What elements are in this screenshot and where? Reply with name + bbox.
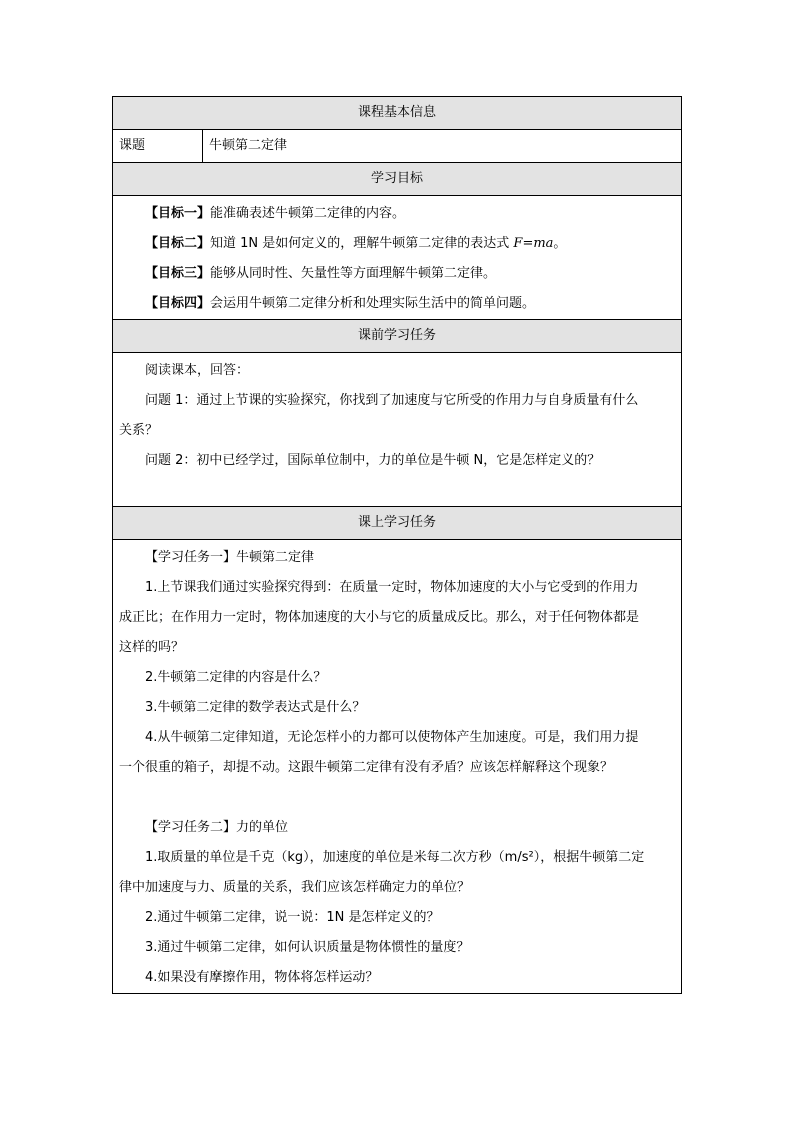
- task-1-title: 【学习任务一】牛顿第二定律: [145, 550, 315, 565]
- in-class-section: [113, 540, 681, 993]
- task-1-question-1-cont2: 这样的吗？: [119, 640, 185, 655]
- objective-text: 能够从同时性、矢量性等方面理解牛顿第二定律。: [210, 266, 497, 281]
- spacer: [119, 783, 675, 813]
- objective-tag: 【目标四】: [145, 296, 211, 311]
- objective-text: 知道 1N 是如何定义的，理解牛顿第二定律的表达式: [210, 236, 514, 251]
- task-2-question-1-cont: 律中加速度与力、质量的关系，我们应该怎样确定力的单位？: [119, 880, 471, 895]
- topic-label: 课题: [113, 130, 203, 162]
- objectives-section: [113, 196, 681, 320]
- task-1-question-1-cont: 成正比；在作用力一定时，物体加速度的大小与它的质量成反比。那么，对于任何物体都是: [119, 610, 640, 625]
- spacer: [119, 476, 675, 506]
- pre-class-intro: 阅读课本，回答：: [145, 363, 250, 378]
- task-2-question-4: 4.如果没有摩擦作用，物体将怎样运动？: [145, 970, 379, 985]
- task-2-question-3: 3.通过牛顿第二定律，如何认识质量是物体惯性的量度？: [145, 940, 470, 955]
- objective-text: 能准确表述牛顿第二定律的内容。: [210, 206, 406, 221]
- basic-info-header: 课程基本信息: [113, 97, 681, 130]
- task-1-question-1: 1.上节课我们通过实验探究得到：在质量一定时，物体加速度的大小与它受到的作用力: [145, 580, 639, 595]
- in-class-header: 课上学习任务: [113, 507, 681, 540]
- objective-text: 会运用牛顿第二定律分析和处理实际生活中的简单问题。: [210, 296, 536, 311]
- objective-text-end: 。: [553, 236, 567, 251]
- objective-4: [119, 289, 675, 319]
- topic-row: [113, 130, 681, 163]
- task-2-question-2: 2.通过牛顿第二定律，说一说：1N 是怎样定义的？: [145, 910, 440, 925]
- objective-3: [119, 259, 675, 289]
- pre-class-question-1: 问题 1：通过上节课的实验探究，你找到了加速度与它所受的作用力与自身质量有什么: [145, 393, 639, 408]
- task-1-question-4: 4.从牛顿第二定律知道，无论怎样小的力都可以使物体产生加速度。可是，我们用力提: [145, 730, 639, 745]
- topic-value: 牛顿第二定律: [209, 138, 288, 153]
- objective-tag: 【目标二】: [145, 236, 211, 251]
- objective-1: [119, 199, 675, 229]
- objective-tag: 【目标三】: [145, 266, 211, 281]
- objective-tag: 【目标一】: [145, 206, 211, 221]
- task-1-question-2: 2.牛顿第二定律的内容是什么？: [145, 670, 327, 685]
- pre-class-question-1-cont: 关系？: [119, 423, 159, 438]
- task-2-question-1: 1.取质量的单位是千克（kg），加速度的单位是米每二次方秒（m/s²），根据牛顿第二定: [145, 850, 645, 865]
- pre-class-section: [113, 353, 681, 507]
- pre-class-header: 课前学习任务: [113, 320, 681, 353]
- formula: F=ma: [513, 236, 554, 251]
- pre-class-question-2: 问题 2：初中已经学过，国际单位制中，力的单位是牛顿 N，它是怎样定义的？: [145, 453, 601, 468]
- lesson-table: [112, 96, 682, 994]
- task-1-question-3: 3.牛顿第二定律的数学表达式是什么？: [145, 700, 366, 715]
- objectives-header: 学习目标: [113, 163, 681, 196]
- objective-2: [119, 229, 675, 259]
- task-1-question-4-cont: 一个很重的箱子，却提不动。这跟牛顿第二定律有没有矛盾？应该怎样解释这个现象？: [119, 760, 614, 775]
- task-2-title: 【学习任务二】力的单位: [145, 820, 289, 835]
